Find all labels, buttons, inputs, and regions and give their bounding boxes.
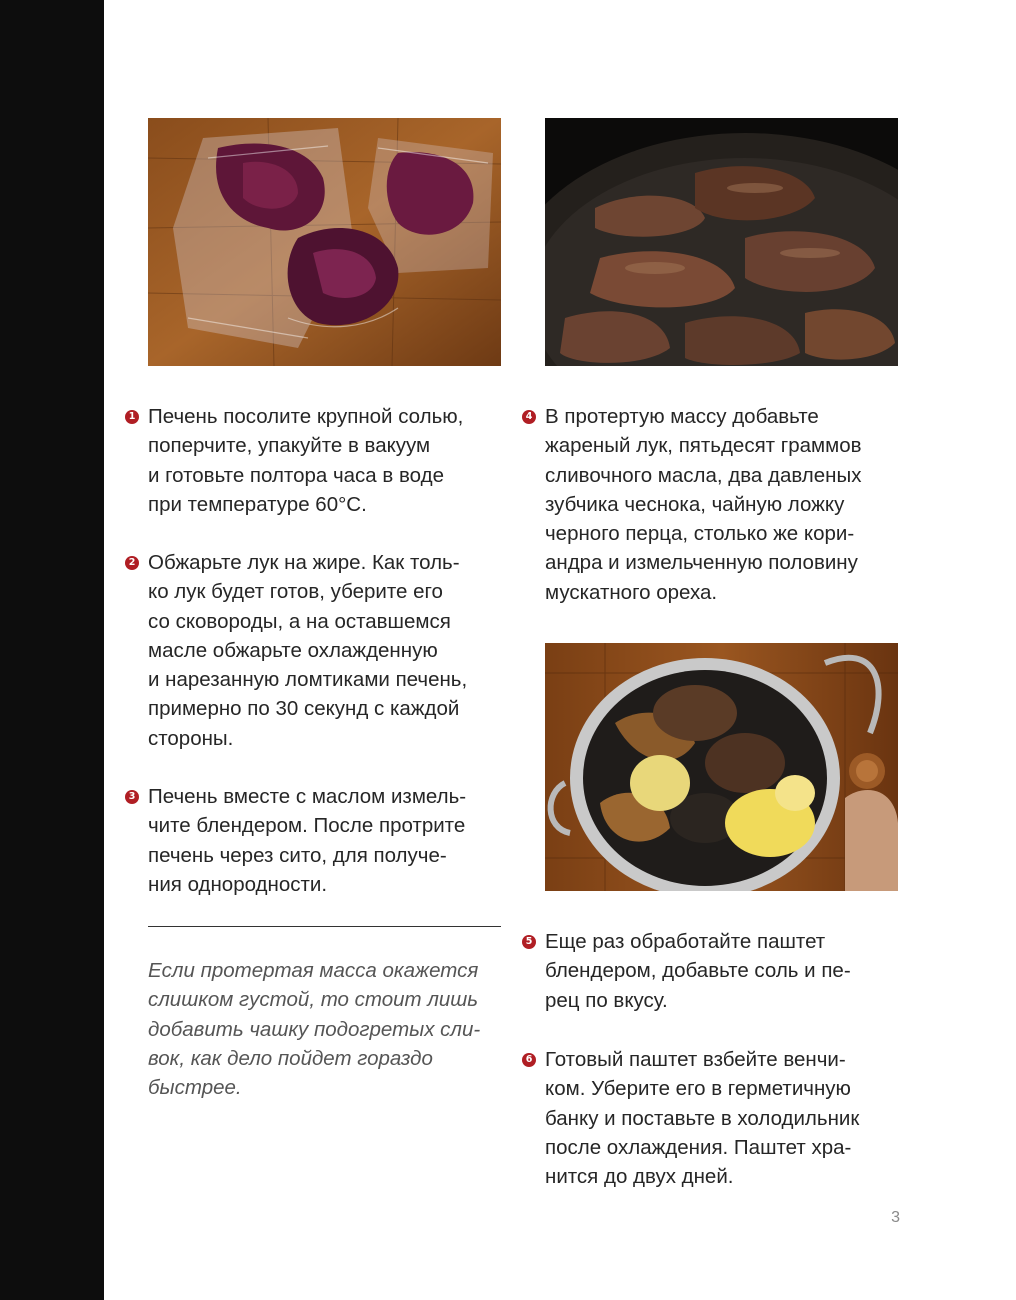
step-text: В протертую массу добавьте жареный лук, пятьдесят граммов сливочного масла, два давленых зубчика чеснока, чайную ложку черного перца, столько же кори- андра и измельченную половину мускатного ореха. xyxy=(545,405,862,604)
step-number-marker: 3 xyxy=(125,790,139,804)
note-divider xyxy=(148,926,501,927)
step-number-marker: 4 xyxy=(522,410,536,424)
recipe-step-5 xyxy=(525,927,905,1015)
recipe-step-6 xyxy=(525,1045,905,1191)
recipe-step-1 xyxy=(128,402,508,519)
step-number-marker: 5 xyxy=(522,935,536,949)
recipe-step-4 xyxy=(525,402,905,607)
page-edge-bar xyxy=(0,0,104,1300)
recipe-step-3 xyxy=(128,782,508,899)
step-text: Готовый паштет взбейте венчи- ком. Уберите его в герметичную банку и поставьте в холодильник после охлаждения. Паштет хра- нится до двух дней. xyxy=(545,1048,860,1189)
step-number-marker: 1 xyxy=(125,410,139,424)
step-text: Обжарьте лук на жире. Как толь- ко лук будет готов, уберите его со сковороды, а на оставшемся масле обжарьте охлажденную и нарезанную ломтиками печень, примерно по 30 секунд с каждой стороны. xyxy=(148,551,468,750)
photo-liver-in-pan xyxy=(545,118,898,366)
photo-pot-with-spices xyxy=(545,643,898,891)
tip-note: Если протертая масса окажется слишком густой, то стоит лишь добавить чашку подогретых сли- вок, как дело пойдет гораздо быстрее. xyxy=(148,959,481,1100)
recipe-step-2 xyxy=(128,548,508,753)
page-number: 3 xyxy=(891,1209,900,1226)
step-text: Печень вместе с маслом измель- чите блендером. После протрите печень через сито, для получе- ния однородности. xyxy=(148,785,467,896)
step-text: Еще раз обработайте паштет блендером, добавьте соль и пе- рец по вкусу. xyxy=(545,930,851,1012)
step-text: Печень посолите крупной солью, поперчите, упакуйте в вакуум и готовьте полтора часа в воде при температуре 60°C. xyxy=(148,405,464,516)
photo-vacuum-packed-liver xyxy=(148,118,501,366)
step-number-marker: 2 xyxy=(125,556,139,570)
step-number-marker: 6 xyxy=(522,1053,536,1067)
